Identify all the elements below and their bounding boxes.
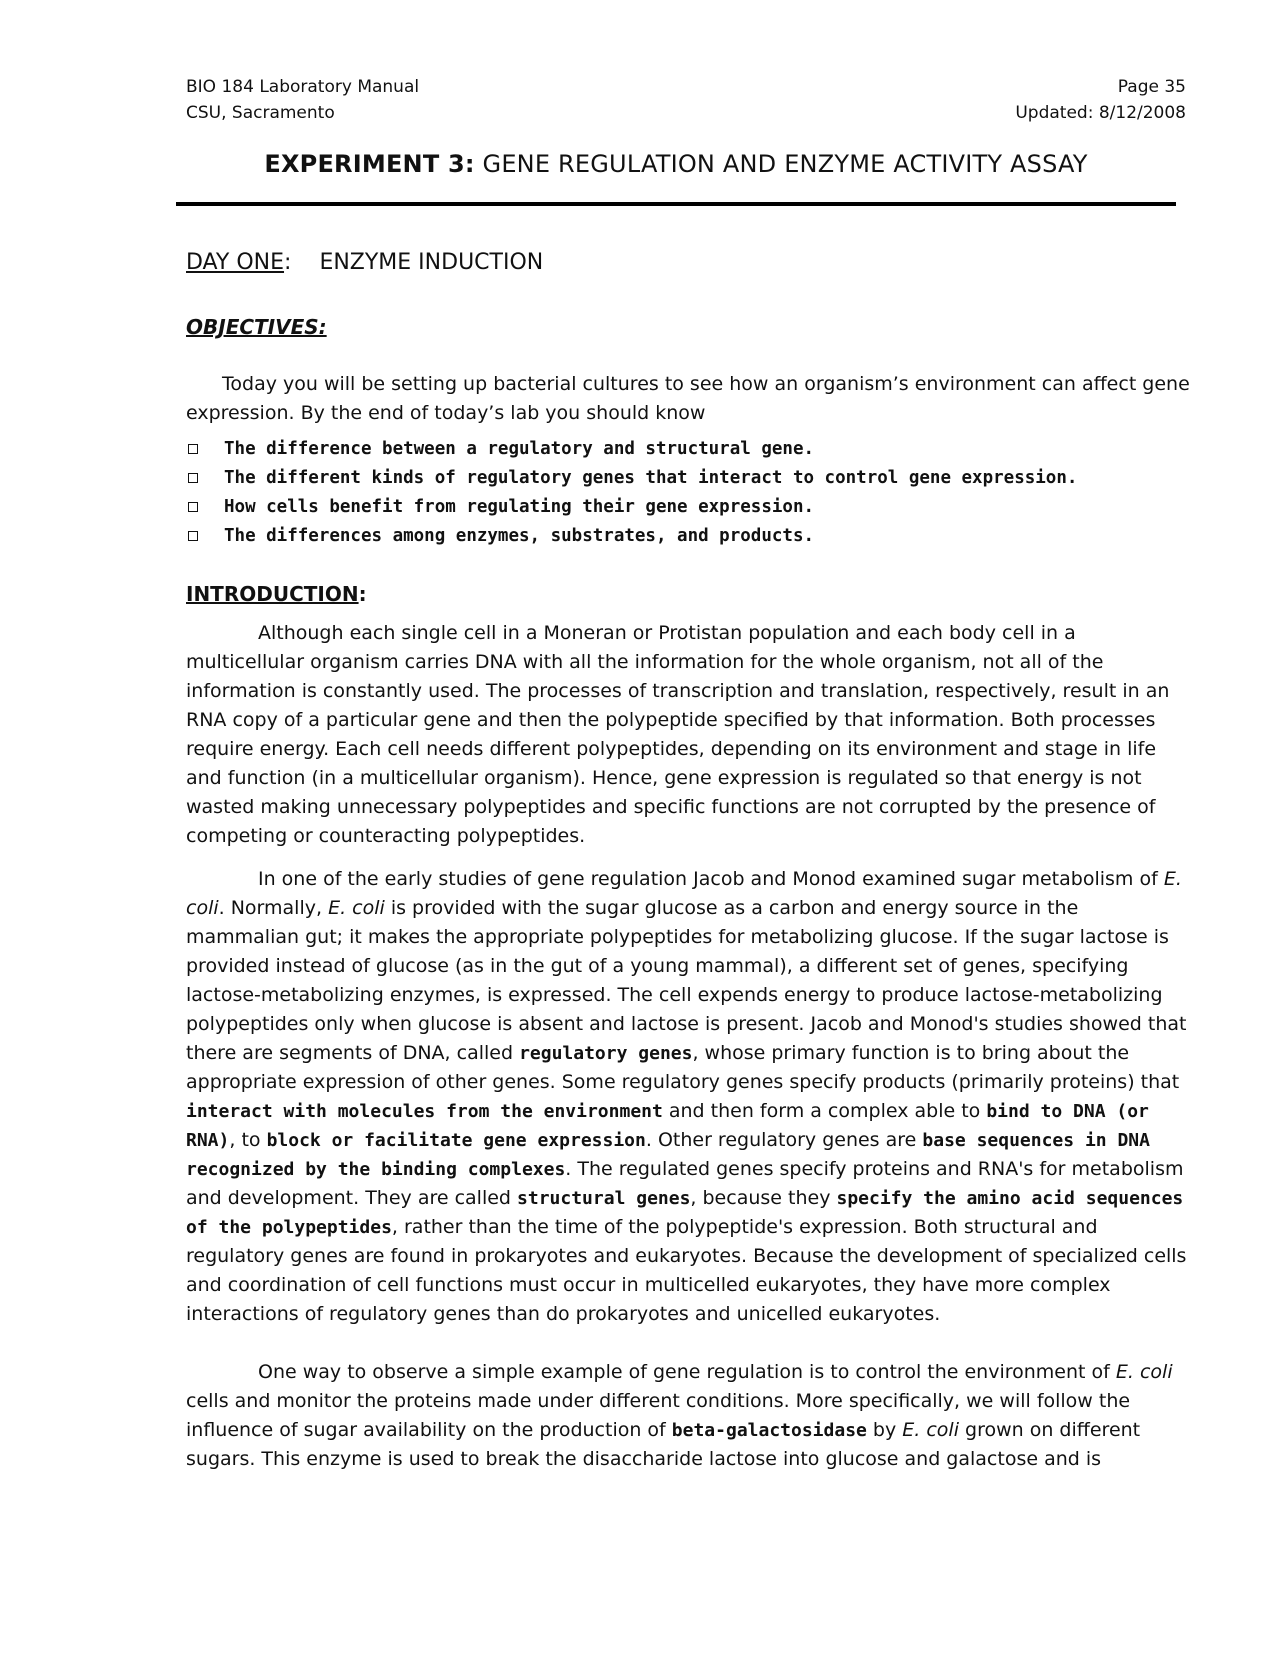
intro-paragraph-3 xyxy=(186,1358,1190,1474)
text-run: . The regulated genes specify proteins and RNA's for metabolism and development. They are called xyxy=(186,1158,1184,1209)
species-name: E. coli xyxy=(186,868,1182,919)
text-run: In one of the early studies of gene regulation Jacob and Monod examined sugar metabolism of xyxy=(258,868,1164,890)
updated-date: Updated: 8/12/2008 xyxy=(1015,103,1186,123)
page-number: Page 35 xyxy=(1117,77,1186,97)
checkbox-bullet-icon xyxy=(188,444,198,454)
text-run: is provided with the sugar glucose as a carbon and energy source in the mammalian gut; it makes the appropriate polypeptides for metabolizing glucose. If the sugar lactose is provided instead of glucose (as in the gut of a young mammal), a different set of genes, specifying lactose-metabolizing enzymes, is expressed. The cell expends energy to produce lactose-metabolizing polypeptides only when glucose is absent and lactose is present. Jacob and Monod's studies showed that there are segments of DNA, called xyxy=(186,897,1187,1064)
text-run: One way to observe a simple example of gene regulation is to control the environment of xyxy=(258,1361,1116,1383)
key-term: bind to DNA (or RNA) xyxy=(186,1101,1149,1151)
objectives-list xyxy=(186,435,1190,551)
document-body xyxy=(186,248,1190,1474)
introduction-heading xyxy=(186,579,1190,609)
section-day-heading xyxy=(186,248,1190,278)
list-item xyxy=(186,493,1190,522)
objectives-heading: OBJECTIVES: xyxy=(186,315,327,339)
checkbox-bullet-icon xyxy=(188,531,198,541)
title-colon: : xyxy=(464,150,475,178)
page-title xyxy=(176,150,1176,178)
list-item-text: The different kinds of regulatory genes that interact to control gene expression. xyxy=(224,468,1078,488)
key-term: regulatory genes xyxy=(519,1043,693,1064)
text-run: cells and monitor the proteins made under different conditions. More specifically, we will follow the influence of sugar availability on the production of xyxy=(186,1390,1131,1441)
text-run: , because they xyxy=(690,1187,837,1209)
list-item xyxy=(186,464,1190,493)
species-name: E. coli xyxy=(328,897,385,919)
intro-paragraph-1: Although each single cell in a Moneran or Protistan population and each body cell in a multicellular organism carries DNA with all the information for the whole organism, not all of the information is constantly used. The processes of transcription and translation, respectively, result in an RNA copy of a particular gene and then the polypeptide specified by that information. Both processes require energy. Each cell needs different polypeptides, depending on its environment and stage in life and function (in a multicellular organism). Hence, gene expression is regulated so that energy is not wasted making unnecessary polypeptides and specific functions are not corrupted by the presence of competing or counteracting polypeptides. xyxy=(186,622,1170,847)
day-label: DAY ONE xyxy=(186,250,285,275)
key-term: structural genes xyxy=(517,1188,691,1209)
key-term: block or facilitate gene expression xyxy=(266,1130,646,1151)
text-run: . Normally, xyxy=(218,897,329,919)
list-item xyxy=(186,435,1190,464)
intro-paragraph-2 xyxy=(186,865,1190,1329)
list-item-text: How cells benefit from regulating their gene expression. xyxy=(224,497,815,517)
title-topic: GENE REGULATION AND ENZYME ACTIVITY ASSAY xyxy=(482,150,1088,178)
title-divider xyxy=(176,202,1176,206)
text-run: by xyxy=(866,1419,903,1441)
list-item xyxy=(186,522,1190,551)
text-run: grown on different sugars. This enzyme is used to break the disaccharide lactose into glucose and galactose and is xyxy=(186,1419,1141,1470)
key-term: specify the amino acid sequences of the polypeptides xyxy=(186,1188,1184,1238)
species-name: E. coli xyxy=(902,1419,959,1441)
text-run: and then form a complex able to xyxy=(662,1100,987,1122)
text-run: , rather than the time of the polypeptide's expression. Both structural and regulatory genes are found in prokaryotes and eukaryotes. Because the development of specialized cells and coordination of cell functions must occur in multicelled eukaryotes, they have more complex interactions of regulatory genes than do prokaryotes and unicelled eukaryotes. xyxy=(186,1216,1187,1325)
introduction-colon: : xyxy=(358,582,367,606)
checkbox-bullet-icon xyxy=(188,502,198,512)
introduction-label: INTRODUCTION xyxy=(186,582,359,606)
list-item-text: The differences among enzymes, substrates, and products. xyxy=(224,526,815,546)
objectives-intro: Today you will be setting up bacterial cultures to see how an organism’s environment can affect gene expression. By the end of today’s lab you should know xyxy=(186,373,1190,424)
day-colon: : xyxy=(284,250,292,275)
key-term: interact with molecules from the environment xyxy=(186,1101,663,1122)
manual-title: BIO 184 Laboratory Manual xyxy=(186,77,420,97)
list-item-text: The difference between a regulatory and structural gene. xyxy=(224,439,815,459)
title-experiment: EXPERIMENT 3 xyxy=(264,150,465,178)
text-run: , whose primary function is to bring about the appropriate expression of other genes. Some regulatory genes specify products (primarily proteins) that xyxy=(186,1042,1180,1093)
key-term: beta-galactosidase xyxy=(671,1420,867,1441)
species-name: E. coli xyxy=(1115,1361,1173,1383)
checkbox-bullet-icon xyxy=(188,473,198,483)
text-run: . Other regulatory genes are xyxy=(645,1129,923,1151)
text-run: , to xyxy=(229,1129,267,1151)
day-topic: ENZYME INDUCTION xyxy=(319,250,544,275)
running-header-right xyxy=(1015,74,1186,126)
institution: CSU, Sacramento xyxy=(186,103,335,123)
key-term: base sequences in DNA recognized by the binding complexes xyxy=(186,1130,1150,1180)
running-header-left xyxy=(186,74,419,126)
